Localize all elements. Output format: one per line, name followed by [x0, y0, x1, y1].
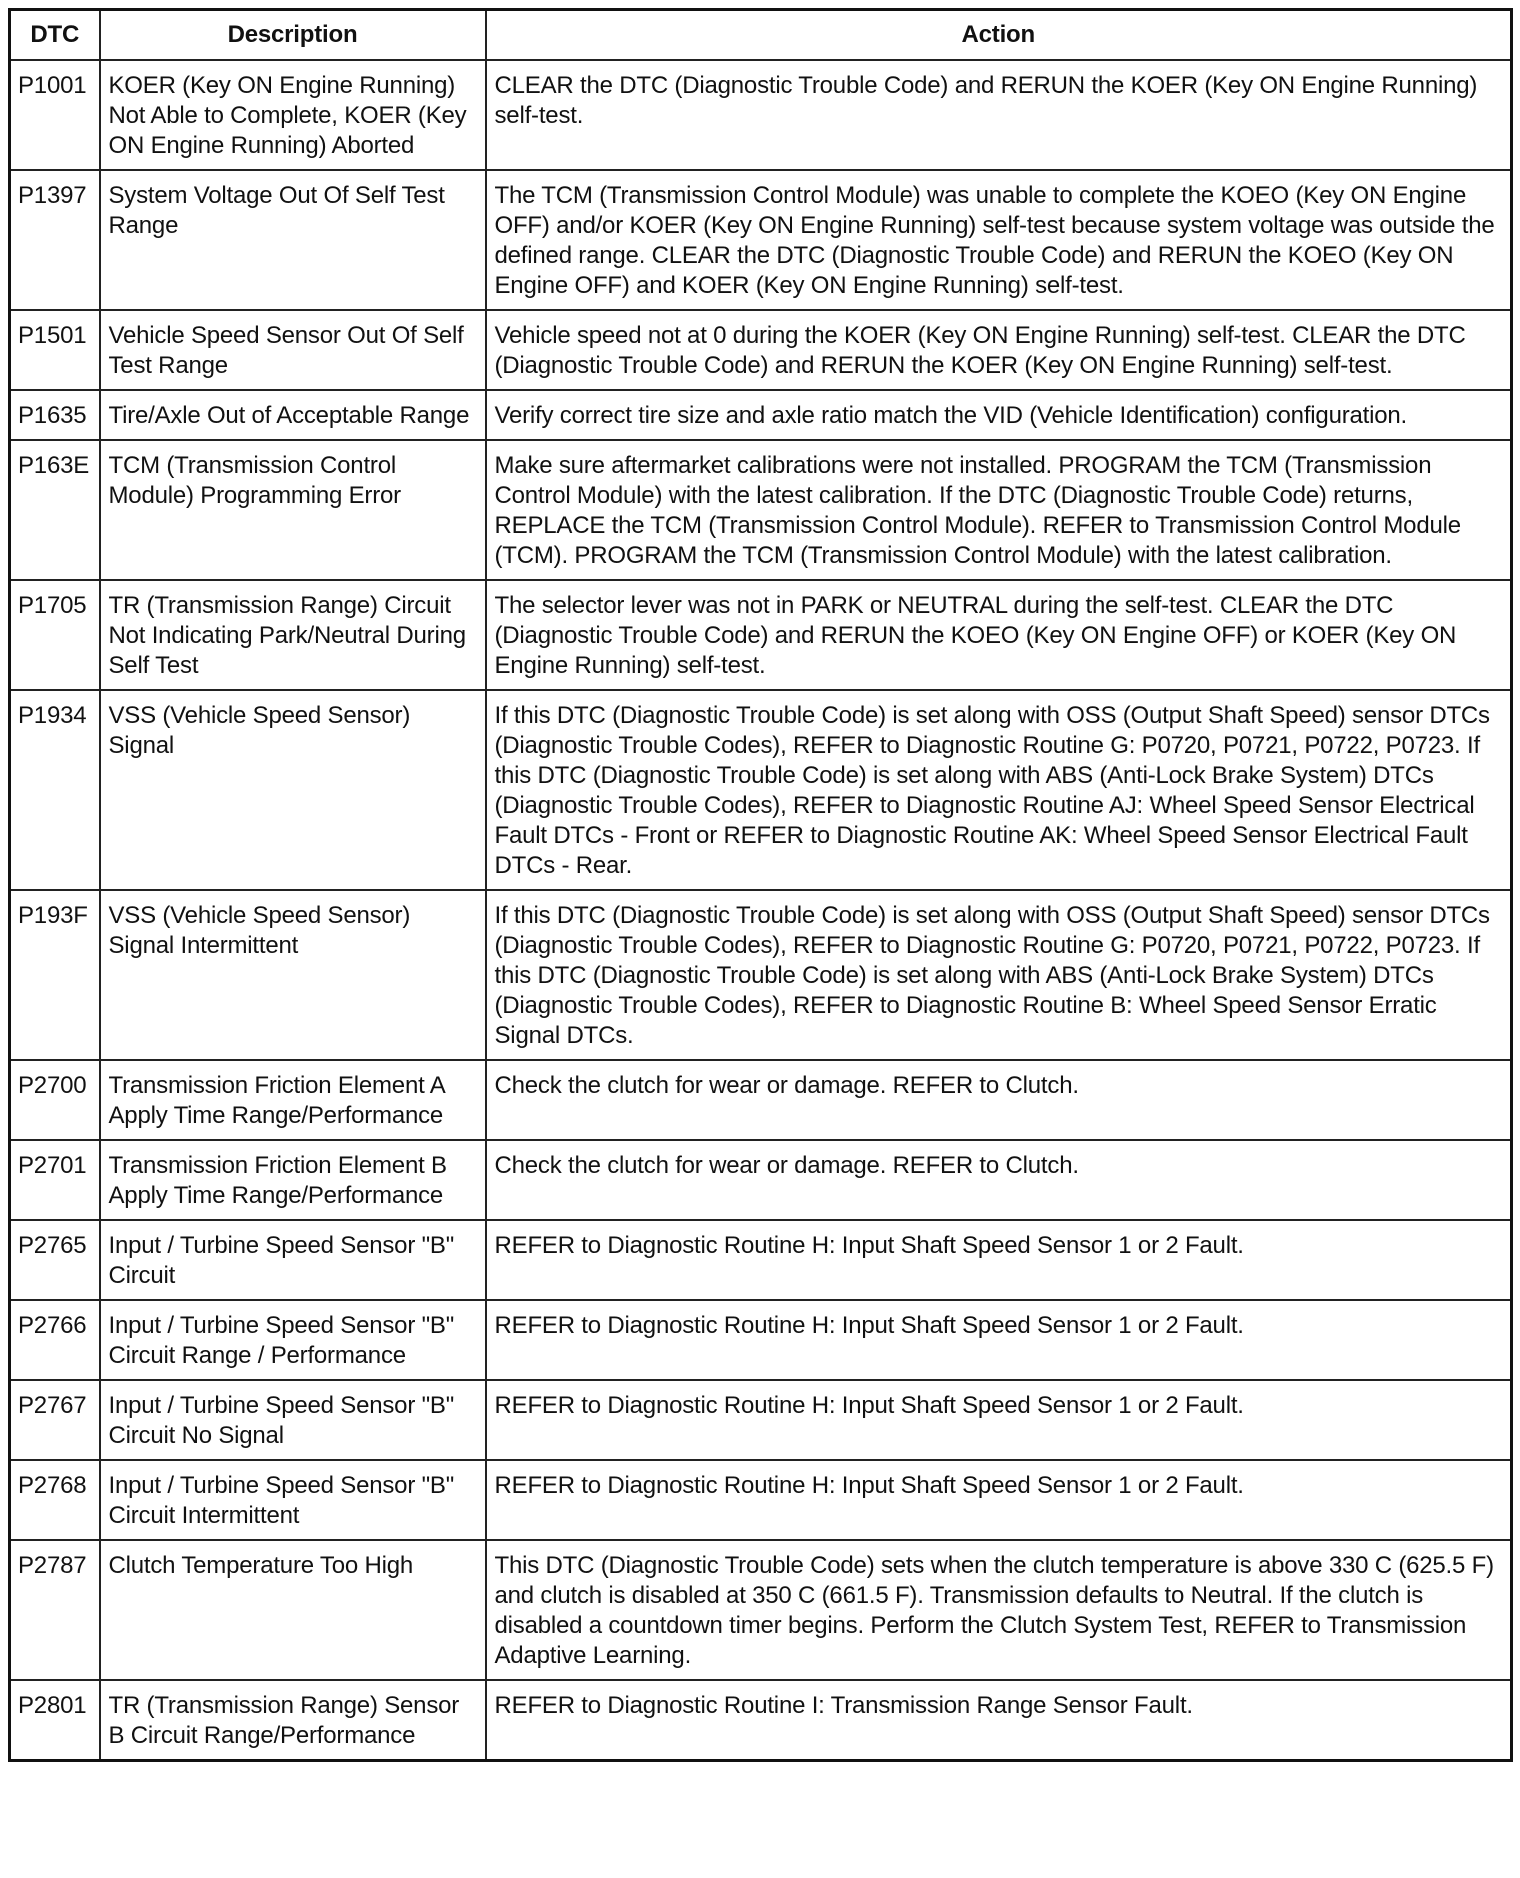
description-cell: Clutch Temperature Too High	[100, 1540, 486, 1680]
dtc-code-cell: P1397	[10, 170, 100, 310]
table-row	[10, 580, 1512, 690]
description-cell: KOER (Key ON Engine Running) Not Able to Complete, KOER (Key ON Engine Running) Aborted	[100, 60, 486, 170]
column-header-description: Description	[100, 10, 486, 61]
dtc-code-cell: P2700	[10, 1060, 100, 1140]
dtc-code-cell: P2801	[10, 1680, 100, 1761]
table-row	[10, 1380, 1512, 1460]
dtc-code-cell: P163E	[10, 440, 100, 580]
dtc-code-cell: P2787	[10, 1540, 100, 1680]
table-row	[10, 1300, 1512, 1380]
description-cell: Input / Turbine Speed Sensor "B" Circuit Intermittent	[100, 1460, 486, 1540]
table-row	[10, 1060, 1512, 1140]
dtc-code-cell: P1001	[10, 60, 100, 170]
action-cell: Make sure aftermarket calibrations were not installed. PROGRAM the TCM (Transmission Control Module) with the latest calibration. If the DTC (Diagnostic Trouble Code) returns, REPLACE the TCM (Transmission Control Module). REFER to Transmission Control Module (TCM). PROGRAM the TCM (Transmission Control Module) with the latest calibration.	[486, 440, 1512, 580]
action-cell: If this DTC (Diagnostic Trouble Code) is set along with OSS (Output Shaft Speed) sensor DTCs (Diagnostic Trouble Codes), REFER to Diagnostic Routine G: P0720, P0721, P0722, P0723. If this DTC (Diagnostic Trouble Code) is set along with ABS (Anti-Lock Brake System) DTCs (Diagnostic Trouble Codes), REFER to Diagnostic Routine B: Wheel Speed Sensor Erratic Signal DTCs.	[486, 890, 1512, 1060]
description-cell: Input / Turbine Speed Sensor "B" Circuit Range / Performance	[100, 1300, 486, 1380]
table-row	[10, 170, 1512, 310]
description-cell: Vehicle Speed Sensor Out Of Self Test Range	[100, 310, 486, 390]
table-row	[10, 440, 1512, 580]
dtc-code-cell: P1705	[10, 580, 100, 690]
dtc-code-cell: P2701	[10, 1140, 100, 1220]
dtc-code-cell: P2766	[10, 1300, 100, 1380]
description-cell: TCM (Transmission Control Module) Programming Error	[100, 440, 486, 580]
description-cell: Input / Turbine Speed Sensor "B" Circuit	[100, 1220, 486, 1300]
action-cell: The TCM (Transmission Control Module) was unable to complete the KOEO (Key ON Engine OFF) and/or KOER (Key ON Engine Running) self-test because system voltage was outside the defined range. CLEAR the DTC (Diagnostic Trouble Code) and RERUN the KOEO (Key ON Engine OFF) and KOER (Key ON Engine Running) self-test.	[486, 170, 1512, 310]
dtc-code-cell: P1635	[10, 390, 100, 440]
table-row	[10, 310, 1512, 390]
dtc-code-cell: P193F	[10, 890, 100, 1060]
table-row	[10, 1540, 1512, 1680]
description-cell: VSS (Vehicle Speed Sensor) Signal	[100, 690, 486, 890]
table-row	[10, 1220, 1512, 1300]
action-cell: Check the clutch for wear or damage. REFER to Clutch.	[486, 1060, 1512, 1140]
action-cell: REFER to Diagnostic Routine I: Transmission Range Sensor Fault.	[486, 1680, 1512, 1761]
dtc-code-cell: P2767	[10, 1380, 100, 1460]
action-cell: Verify correct tire size and axle ratio match the VID (Vehicle Identification) configuration.	[486, 390, 1512, 440]
table-row	[10, 890, 1512, 1060]
column-header-dtc: DTC	[10, 10, 100, 61]
column-header-action: Action	[486, 10, 1512, 61]
table-row	[10, 1460, 1512, 1540]
description-cell: TR (Transmission Range) Circuit Not Indicating Park/Neutral During Self Test	[100, 580, 486, 690]
dtc-code-cell: P2768	[10, 1460, 100, 1540]
description-cell: Transmission Friction Element B Apply Time Range/Performance	[100, 1140, 486, 1220]
action-cell: CLEAR the DTC (Diagnostic Trouble Code) and RERUN the KOER (Key ON Engine Running) self-test.	[486, 60, 1512, 170]
action-cell: REFER to Diagnostic Routine H: Input Shaft Speed Sensor 1 or 2 Fault.	[486, 1460, 1512, 1540]
description-cell: Input / Turbine Speed Sensor "B" Circuit No Signal	[100, 1380, 486, 1460]
description-cell: VSS (Vehicle Speed Sensor) Signal Intermittent	[100, 890, 486, 1060]
table-row	[10, 390, 1512, 440]
dtc-code-cell: P2765	[10, 1220, 100, 1300]
table-body	[10, 60, 1512, 1761]
action-cell: REFER to Diagnostic Routine H: Input Shaft Speed Sensor 1 or 2 Fault.	[486, 1220, 1512, 1300]
description-cell: Tire/Axle Out of Acceptable Range	[100, 390, 486, 440]
dtc-code-cell: P1501	[10, 310, 100, 390]
dtc-table	[8, 8, 1513, 1762]
action-cell: REFER to Diagnostic Routine H: Input Shaft Speed Sensor 1 or 2 Fault.	[486, 1300, 1512, 1380]
description-cell: System Voltage Out Of Self Test Range	[100, 170, 486, 310]
action-cell: If this DTC (Diagnostic Trouble Code) is set along with OSS (Output Shaft Speed) sensor DTCs (Diagnostic Trouble Codes), REFER to Diagnostic Routine G: P0720, P0721, P0722, P0723. If this DTC (Diagnostic Trouble Code) is set along with ABS (Anti-Lock Brake System) DTCs (Diagnostic Trouble Codes), REFER to Diagnostic Routine AJ: Wheel Speed Sensor Electrical Fault DTCs - Front or REFER to Diagnostic Routine AK: Wheel Speed Sensor Electrical Fault DTCs - Rear.	[486, 690, 1512, 890]
table-row	[10, 1680, 1512, 1761]
description-cell: TR (Transmission Range) Sensor B Circuit Range/Performance	[100, 1680, 486, 1761]
action-cell: REFER to Diagnostic Routine H: Input Shaft Speed Sensor 1 or 2 Fault.	[486, 1380, 1512, 1460]
table-row	[10, 60, 1512, 170]
dtc-code-cell: P1934	[10, 690, 100, 890]
table-row	[10, 1140, 1512, 1220]
table-header-row	[10, 10, 1512, 61]
action-cell: Vehicle speed not at 0 during the KOER (Key ON Engine Running) self-test. CLEAR the DTC (Diagnostic Trouble Code) and RERUN the KOER (Key ON Engine Running) self-test.	[486, 310, 1512, 390]
action-cell: The selector lever was not in PARK or NEUTRAL during the self-test. CLEAR the DTC (Diagnostic Trouble Code) and RERUN the KOEO (Key ON Engine OFF) or KOER (Key ON Engine Running) self-test.	[486, 580, 1512, 690]
action-cell: Check the clutch for wear or damage. REFER to Clutch.	[486, 1140, 1512, 1220]
action-cell: This DTC (Diagnostic Trouble Code) sets when the clutch temperature is above 330 C (625.5 F) and clutch is disabled at 350 C (661.5 F). Transmission defaults to Neutral. If the clutch is disabled a countdown timer begins. Perform the Clutch System Test, REFER to Transmission Adaptive Learning.	[486, 1540, 1512, 1680]
table-row	[10, 690, 1512, 890]
description-cell: Transmission Friction Element A Apply Time Range/Performance	[100, 1060, 486, 1140]
